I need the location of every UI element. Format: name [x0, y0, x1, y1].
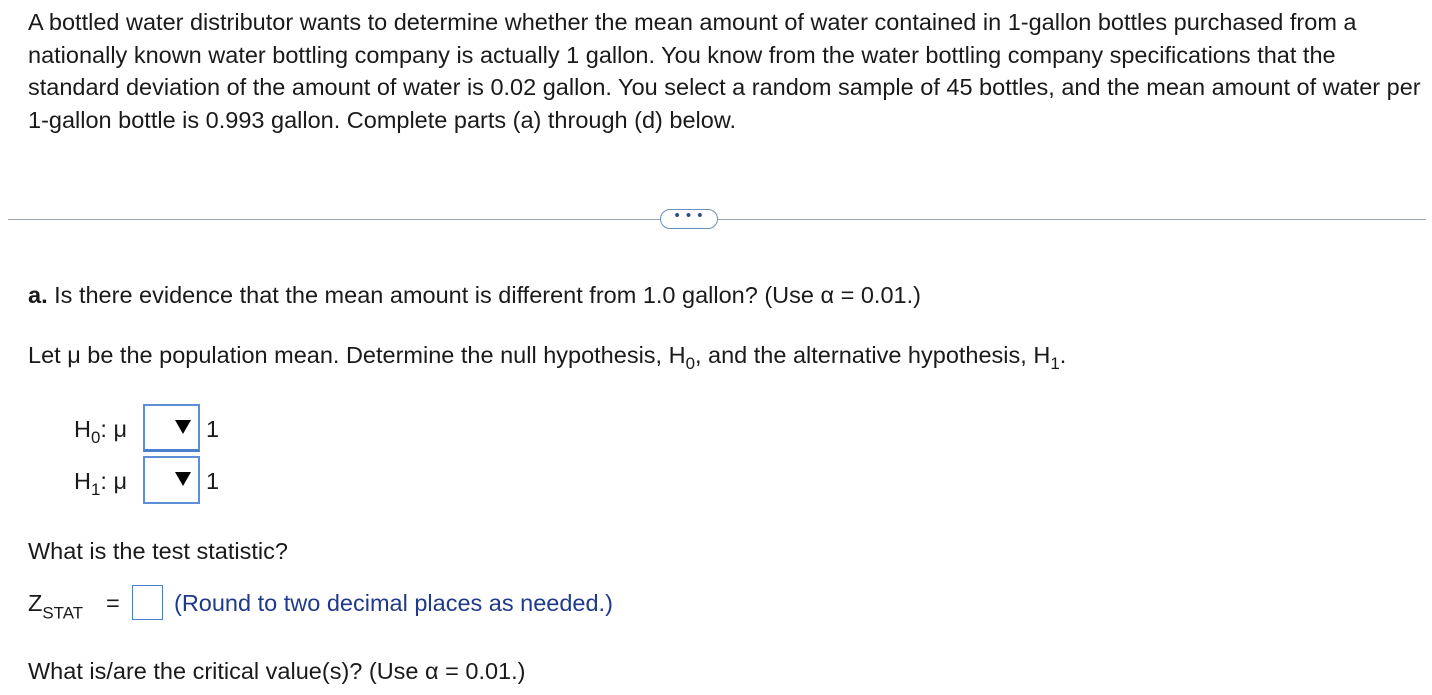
instructions-text: Let μ be the population mean. Determine the null hypothesis, H: [28, 342, 686, 368]
null-hypothesis-value: 1: [206, 416, 220, 442]
h1-subscript: 1: [1050, 353, 1060, 373]
alternative-hypothesis-value: 1: [206, 468, 220, 494]
equals-sign: =: [106, 590, 120, 616]
part-a-text: Is there evidence that the mean amount is different from 1.0 gallon? (Use α = 0.01.): [47, 282, 921, 308]
part-a-label: a.: [28, 282, 48, 308]
problem-statement: A bottled water distributor wants to determine whether the mean amount of water contained in 1-gallon bottles purchased from a nationally known water bottling company is actually 1 gallon. You know from the water bottling company specifications that the standard deviation of the amount of water is 0.02 gallon. You select a random sample of 45 bottles, and the mean amount of water per 1-gallon bottle is 0.993 gallon. Complete parts (a) through (d) below.: [28, 9, 1421, 133]
dropdown-arrow-icon: [175, 472, 191, 486]
alternative-hypothesis-operator-select[interactable]: [143, 456, 200, 504]
rounding-hint: (Round to two decimal places as needed.): [174, 590, 613, 616]
null-hypothesis-operator-select[interactable]: [143, 404, 200, 452]
critical-value-question: What is/are the critical value(s)? (Use α = 0.01.): [28, 658, 526, 684]
h0-subscript: 0: [685, 353, 695, 373]
instructions-text-middle: , and the alternative hypothesis, H: [694, 342, 1051, 368]
hypothesis-instructions: [28, 340, 1067, 373]
zstat-label: $Z_{STAT}$: [28, 590, 84, 623]
null-hypothesis-label: $H_0$: μ: [74, 416, 127, 447]
dropdown-arrow-icon: [175, 420, 191, 434]
instructions-text-end: .: [1059, 342, 1067, 368]
expand-more-button[interactable]: • • •: [660, 209, 718, 229]
test-statistic-question: What is the test statistic?: [28, 538, 288, 564]
alternative-hypothesis-label: $H_1$: μ: [74, 468, 127, 499]
part-a-question: [28, 280, 921, 310]
zstat-input[interactable]: [132, 585, 163, 620]
